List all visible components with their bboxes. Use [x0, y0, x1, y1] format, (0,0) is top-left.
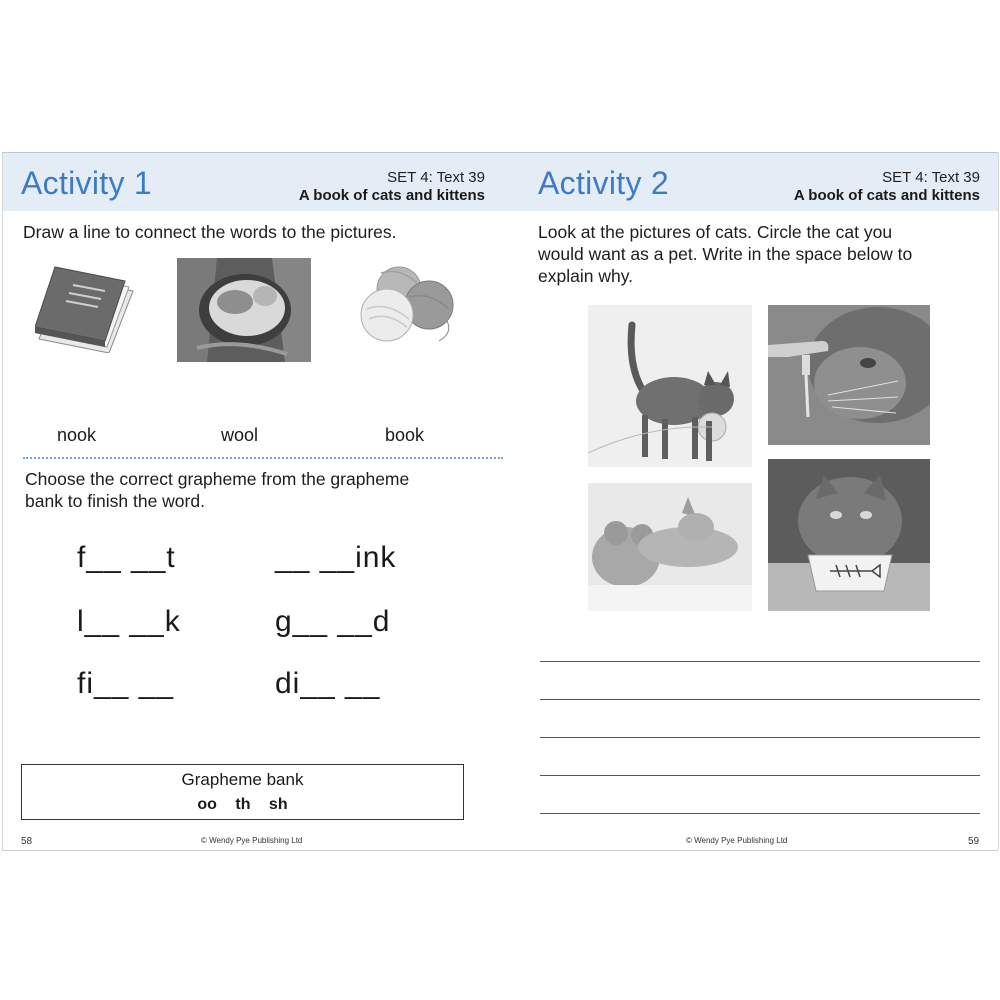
writing-line[interactable]: [540, 661, 980, 662]
book-icon: [35, 261, 135, 353]
match-word: book: [385, 425, 425, 445]
copyright: © Wendy Pye Publishing Ltd: [201, 836, 303, 845]
match-word: nook: [57, 425, 97, 445]
grapheme-bank: [21, 764, 464, 820]
instruction-text: Draw a line to connect the words to the pictures.: [23, 222, 397, 242]
instruction-text-line1: Choose the correct grapheme from the grapheme: [25, 469, 410, 489]
writing-line[interactable]: [540, 737, 980, 738]
word-blank[interactable]: g__ __d: [275, 605, 391, 638]
instruction-text-line2: bank to finish the word.: [25, 491, 205, 511]
cat-eating-bowl-photo[interactable]: [768, 459, 930, 611]
word-blank[interactable]: di__ __: [275, 667, 381, 700]
instruction-line2: would want as a pet. Write in the space below to: [538, 244, 913, 264]
grapheme-bank-items: oo th sh: [197, 796, 288, 813]
word-blank[interactable]: __ __ink: [275, 541, 397, 574]
page-number: 59: [968, 836, 980, 847]
writing-line[interactable]: [540, 775, 980, 776]
word-blank[interactable]: l__ __k: [77, 605, 181, 638]
writing-line[interactable]: [540, 813, 980, 814]
right-page: [522, 153, 999, 850]
instruction-line1: Look at the pictures of cats. Circle the cat you: [538, 222, 893, 242]
book-title: A book of cats and kittens: [298, 187, 485, 204]
book-title: A book of cats and kittens: [793, 187, 980, 204]
activity-header: [502, 153, 998, 211]
activity-header: [3, 153, 521, 211]
activity-title: Activity 2: [538, 165, 670, 201]
sleeping-cat-photo: [177, 258, 311, 362]
book-spread: [2, 152, 998, 851]
word-blank[interactable]: f__ __t: [77, 541, 176, 574]
left-page: [2, 153, 501, 850]
writing-line[interactable]: [540, 699, 980, 700]
word-blank[interactable]: fi__ __: [77, 667, 175, 700]
set-label: SET 4: Text 39: [882, 169, 980, 186]
cat-drinking-tap-photo[interactable]: [768, 305, 930, 445]
page-number: 58: [21, 836, 33, 847]
instruction-line3: explain why.: [538, 266, 634, 286]
wool-balls-icon: [357, 261, 457, 345]
activity-title: Activity 1: [21, 165, 153, 201]
kitten-sleeping-toy-photo[interactable]: [588, 483, 752, 611]
kitten-with-wool-photo[interactable]: [588, 305, 752, 467]
grapheme-bank-title: Grapheme bank: [181, 770, 304, 789]
match-word: wool: [221, 425, 259, 445]
copyright: © Wendy Pye Publishing Ltd: [686, 836, 788, 845]
set-label: SET 4: Text 39: [387, 169, 485, 186]
section-divider: [23, 457, 503, 459]
